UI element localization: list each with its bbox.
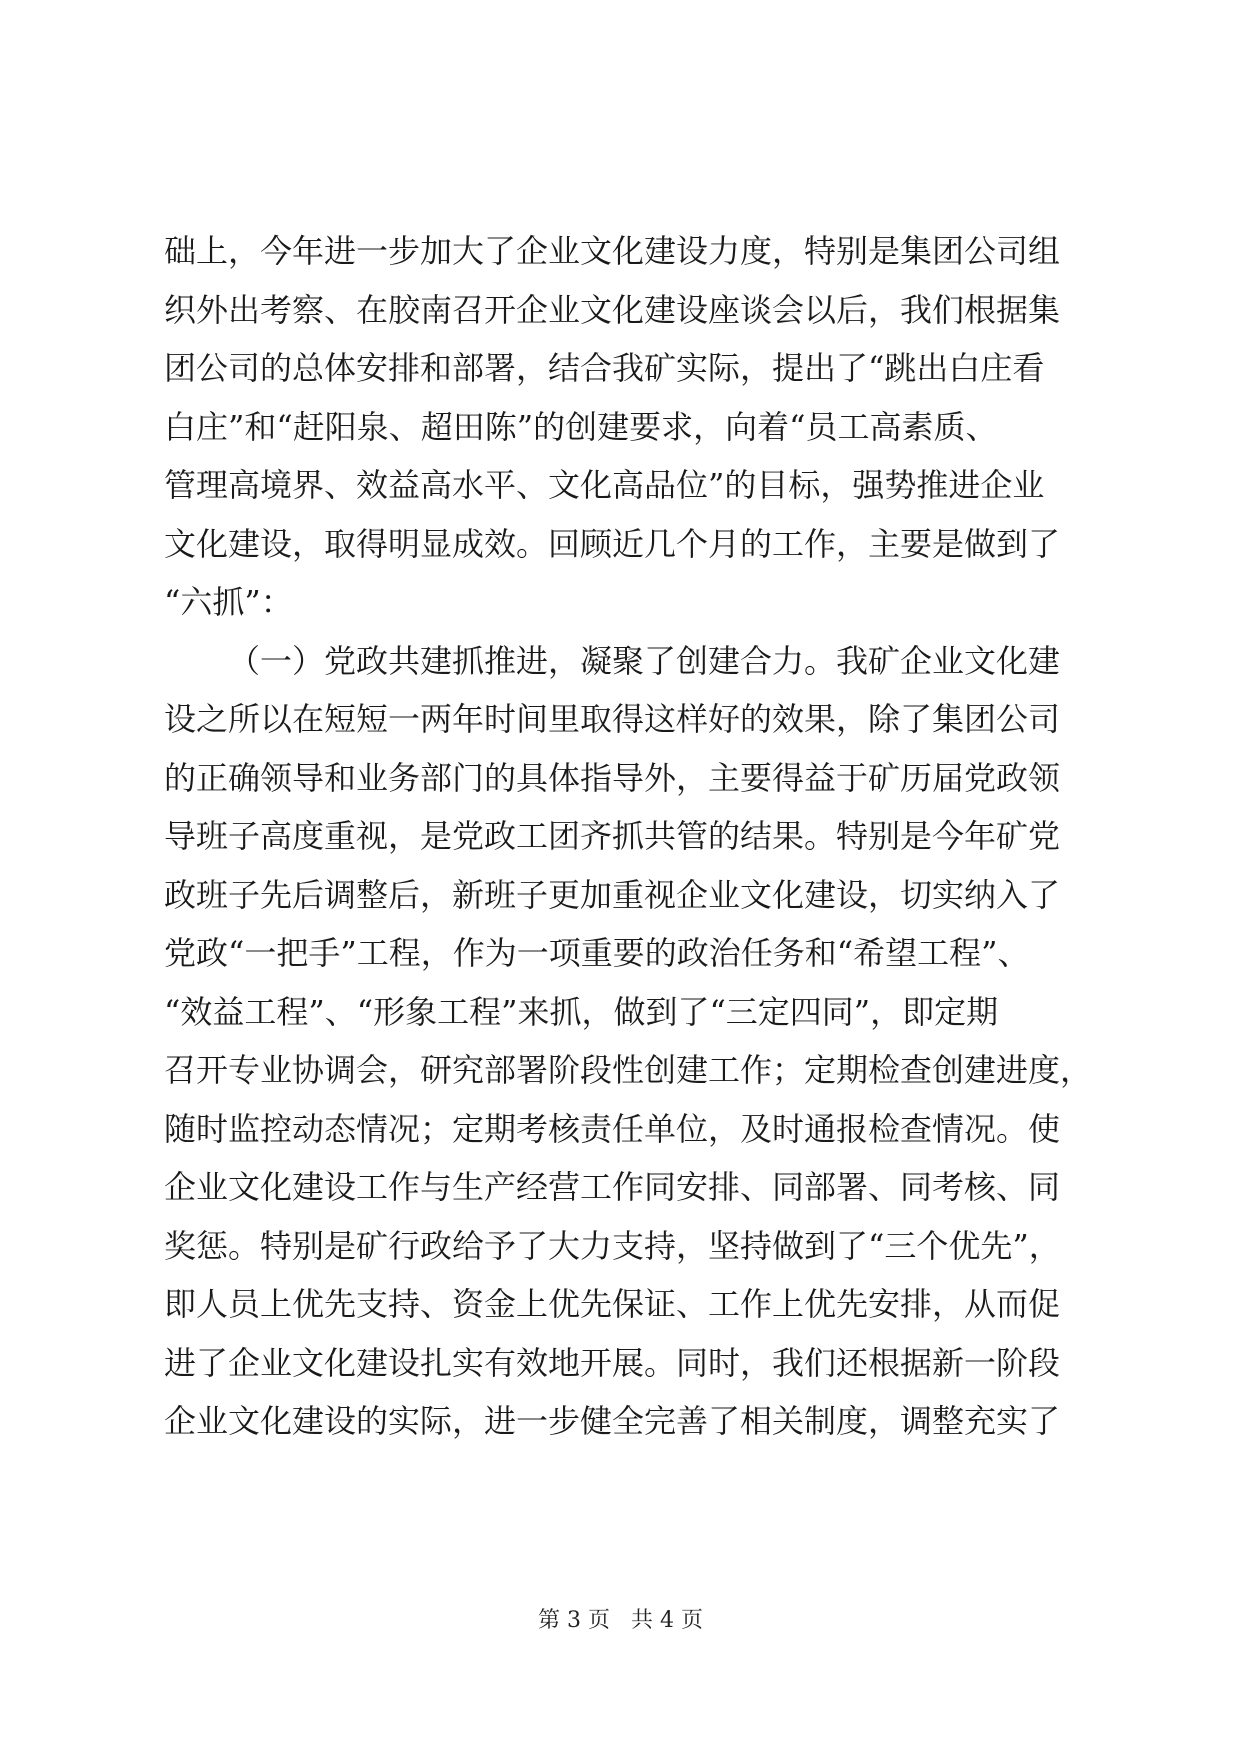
page-total: 共 4 页 (631, 1608, 703, 1633)
text-line: 即人员上优先支持、资金上优先保证、工作上优先安排，从而促 (164, 1285, 1061, 1323)
text-line: “效益工程”、“形象工程”来抓，做到了“三定四同”，即定期 (164, 992, 999, 1031)
text-line: 础上，今年进一步加大了企业文化建设力度，特别是集团公司组 (164, 232, 1061, 270)
text-line: 随时监控动态情况；定期考核责任单位，及时通报检查情况。使 (164, 1109, 1061, 1148)
text-line: 管理高境界、效益高水平、文化高品位”的目标，强势推进企业 (164, 466, 1045, 504)
text-line: 召开专业协调会，研究部署阶段性创建工作；定期检查创建进度， (164, 1051, 1093, 1089)
text-line: 党政“一把手”工程，作为一项重要的政治任务和“希望工程”、 (164, 934, 1030, 972)
document-body (164, 222, 1094, 1451)
text-line: 企业文化建设工作与生产经营工作同安排、同部署、同考核、同 (164, 1168, 1061, 1206)
text-line: “六抓”： (164, 583, 293, 621)
text-line: 奖惩。特别是矿行政给予了大力支持，坚持做到了“三个优先”， (164, 1226, 1061, 1265)
text-line: 文化建设，取得明显成效。回顾近几个月的工作，主要是做到了 (164, 524, 1061, 563)
page-footer (0, 1606, 1241, 1636)
text-line: 导班子高度重视，是党政工团齐抓共管的结果。特别是今年矿党 (164, 817, 1061, 855)
text-line: 设之所以在短短一两年时间里取得这样好的效果，除了集团公司 (164, 700, 1061, 738)
text-line: 企业文化建设的实际，进一步健全完善了相关制度，调整充实了 (164, 1402, 1061, 1440)
text-line: 进了企业文化建设扎实有效地开展。同时，我们还根据新一阶段 (164, 1343, 1061, 1382)
text-line: 政班子先后调整后，新班子更加重视企业文化建设，切实纳入了 (164, 875, 1061, 914)
text-line: （一）党政共建抓推进，凝聚了创建合力。我矿企业文化建 (228, 641, 1061, 680)
text-line: 的正确领导和业务部门的具体指导外，主要得益于矿历届党政领 (164, 758, 1061, 797)
text-line: 团公司的总体安排和部署，结合我矿实际，提出了“跳出白庄看 (164, 349, 1045, 387)
text-line: 白庄”和“赶阳泉、超田陈”的创建要求，向着“员工高素质、 (164, 407, 998, 446)
text-line: 织外出考察、在胶南召开企业文化建设座谈会以后，我们根据集 (164, 290, 1061, 329)
page-number: 第 3 页 (538, 1608, 610, 1633)
